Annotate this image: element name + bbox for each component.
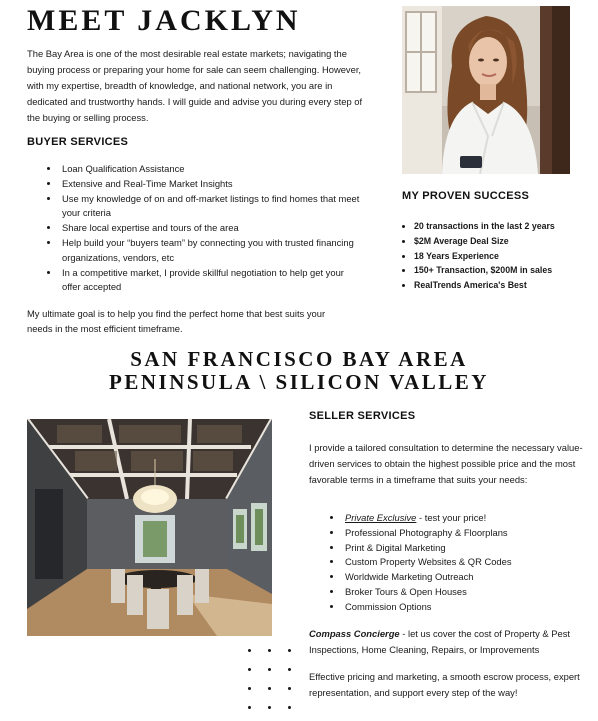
region-title-line-2: PENINSULA \ SILICON VALLEY <box>109 370 489 394</box>
list-item: • Share local expertise and tours of the area <box>60 221 360 236</box>
list-item: • Commission Options <box>343 600 598 615</box>
agent-portrait-photo <box>402 6 570 174</box>
list-item: • In a competitive market, I provide skillful negotiation to help get your offer accepted <box>60 266 360 296</box>
list-item: • $2M Average Deal Size <box>414 234 555 249</box>
list-item <box>343 511 598 526</box>
list-item: • Extensive and Real-Time Market Insights <box>60 177 360 192</box>
list-item: • RealTrends America's Best <box>414 278 555 293</box>
list-item: • Professional Photography & Floorplans <box>343 526 598 541</box>
list-item: • Custom Property Websites & QR Codes <box>343 555 598 570</box>
seller-intro-paragraph: I provide a tailored consultation to determine the necessary value-driven services to obtain the highest possible price and the most favorable terms in a timeframe that suits your needs: <box>309 442 583 485</box>
proven-success-heading: MY PROVEN SUCCESS <box>402 190 530 202</box>
dining-room-photo <box>27 419 272 636</box>
decorative-dots <box>244 645 304 721</box>
seller-closing-paragraph: Effective pricing and marketing, a smooth escrow process, expert representation, and support every step of the way! <box>309 671 580 698</box>
list-item: • Use my knowledge of on and off-market listings to find homes that meet your criteria <box>60 192 360 222</box>
list-item: • 18 Years Experience <box>414 249 555 264</box>
buyer-closing-paragraph: My ultimate goal is to help you find the perfect home that best suits your needs in the most efficient timeframe. <box>27 308 326 334</box>
list-item: • Print & Digital Marketing <box>343 541 598 556</box>
concierge-label: Compass Concierge <box>309 628 400 639</box>
list-item: • Broker Tours & Open Houses <box>343 585 598 600</box>
region-title <box>0 348 598 394</box>
proven-success-list <box>402 219 555 293</box>
list-item: • Help build your “buyers team” by connecting you with trusted financing organizations, vendors, etc <box>60 236 360 266</box>
concierge-paragraph <box>309 626 584 658</box>
list-item: • Worldwide Marketing Outreach <box>343 570 598 585</box>
buyer-services-heading: BUYER SERVICES <box>27 136 129 148</box>
list-item-text: - test your price! <box>416 512 487 523</box>
list-item: • Loan Qualification Assistance <box>60 162 360 177</box>
page-title: MEET JACKLYN <box>27 4 301 37</box>
list-item: • 150+ Transaction, $200M in sales <box>414 263 555 278</box>
buyer-services-list <box>46 162 360 295</box>
list-item: • 20 transactions in the last 2 years <box>414 219 555 234</box>
concierge-text: - let us cover the cost of Property & Pest Inspections, Home Cleaning, Repairs, or Improvements <box>309 628 571 655</box>
seller-services-list <box>329 511 598 615</box>
seller-services-heading: SELLER SERVICES <box>309 410 416 422</box>
region-title-line-1: SAN FRANCISCO BAY AREA <box>130 347 468 371</box>
private-exclusive-link[interactable]: Private Exclusive <box>345 512 417 523</box>
intro-paragraph: The Bay Area is one of the most desirable real estate markets; navigating the buying process or preparing your home for sale can seem challenging. However, with my expertise, breadth of knowledge, and national network, you are in dedicated and trustworthy hands. I will guide and advise you during every step of the buying or selling process. <box>27 48 363 123</box>
